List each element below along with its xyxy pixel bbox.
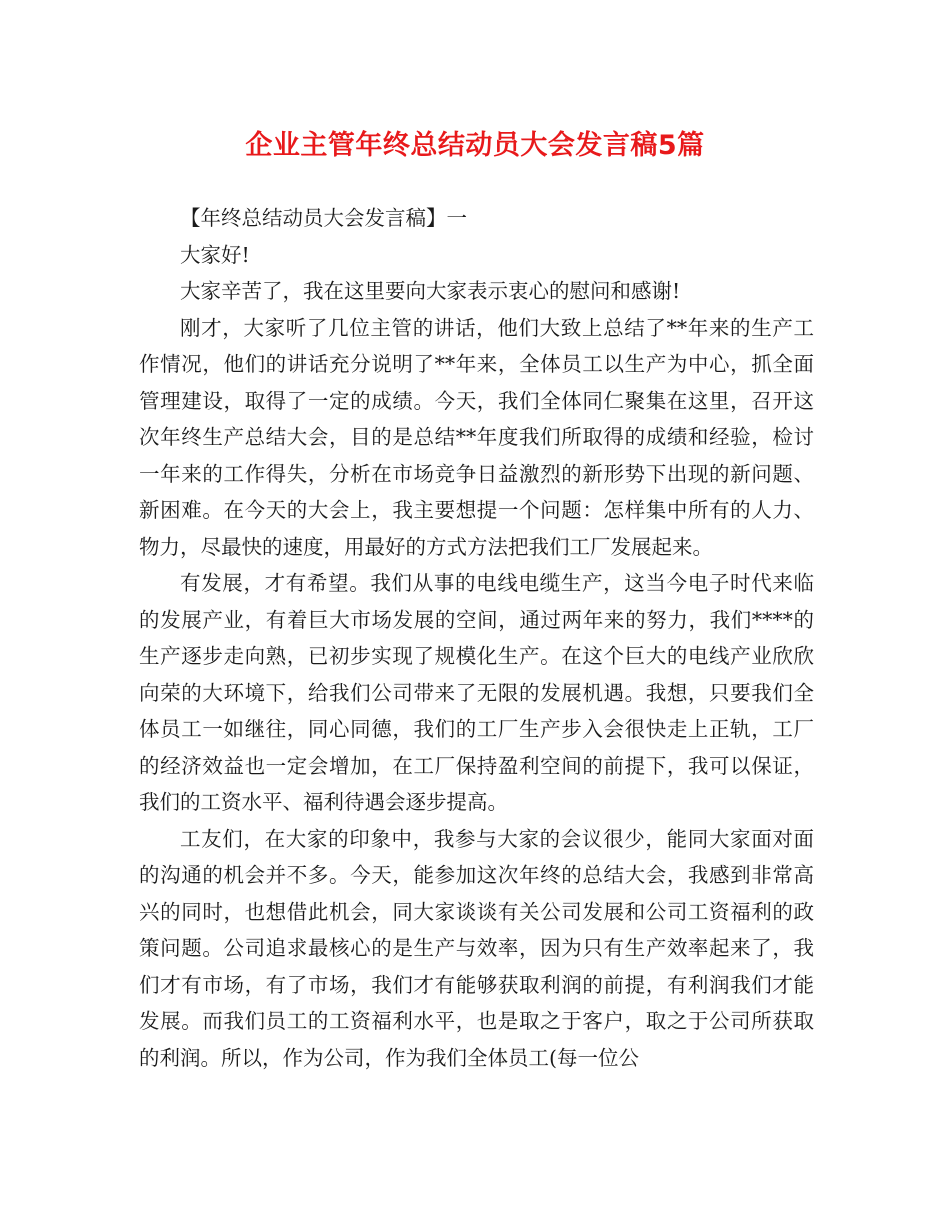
communication-paragraph: 工友们，在大家的印象中，我参与大家的会议很少，能同大家面对面的沟通的机会并不多。今天，能参加这次年终的总结大会，我感到非常高兴的同时，也想借此机会，同大家谈谈有关公司发展和公司工资福利的政策问题。公司追求最核心的是生产与效率，因为只有生产效率起来了，我们才有市场，有了市场，我们才有能够获取利润的前提，有利润我们才能发展。而我们员工的工资福利水平，也是取之于客户，取之于公司所获取的利润。所以，作为公司，作为我们全体员工(每一位公: [139, 826, 814, 1070]
greeting-paragraph: 大家好!: [180, 242, 250, 267]
document-body: [139, 200, 814, 1076]
development-paragraph: 有发展，才有希望。我们从事的电线电缆生产，这当今电子时代来临的发展产业，有着巨大市场发展的空间，通过两年来的努力，我们****的生产逐步走向熟，已初步实现了规模化生产。在这个巨大的电线产业欣欣向荣的大环境下，给我们公司带来了无限的发展机遇。我想，只要我们全体员工一如继往，同心同德，我们的工厂生产步入会很快走上正轨，工厂的经济效益也一定会增加，在工厂保持盈利空间的前提下，我可以保证，我们的工资水平、福利待遇会逐步提高。: [139, 571, 814, 814]
thanks-paragraph: 大家辛苦了，我在这里要向大家表示衷心的慰问和感谢!: [180, 279, 681, 303]
document-title: 企业主管年终总结动员大会发言稿5篇: [245, 130, 705, 161]
summary-paragraph: 刚才，大家听了几位主管的讲话，他们大致上总结了**年来的生产工作情况，他们的讲话充分说明了**年来，全体员工以生产为中心，抓全面管理建设，取得了一定的成绩。今天，我们全体同仁聚集在这里，召开这次年终生产总结大会，目的是总结**年度我们所取得的成绩和经验，检讨一年来的工作得失，分析在市场竞争日益激烈的新形势下出现的新问题、新困难。在今天的大会上，我主要想提一个问题：怎样集中所有的人力、物力，尽最快的速度，用最好的方式方法把我们工厂发展起来。: [139, 315, 814, 559]
section-heading: 【年终总结动员大会发言稿】一: [180, 206, 467, 230]
